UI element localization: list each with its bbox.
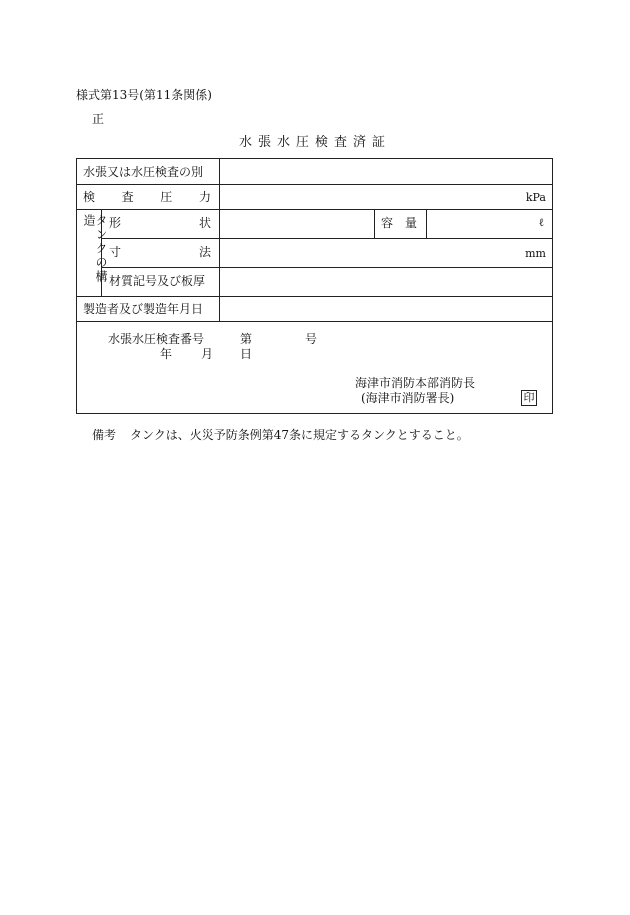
remarks [92, 429, 469, 441]
issuer-station-chief: (海津市消防署長) [361, 391, 455, 405]
pressure-unit: kPa [525, 191, 546, 204]
capacity-label: 容 量 [381, 216, 417, 230]
certificate-form [76, 158, 553, 414]
issuer-chief: 海津市消防本部消防長 [355, 376, 476, 390]
column-divider [219, 159, 220, 321]
pressure-label: 検 査 圧 力 [83, 190, 211, 204]
tank-structure-label: タンクの構造 [82, 214, 108, 284]
capacity-value[interactable] [428, 211, 551, 237]
row-divider [101, 267, 552, 268]
month-label: 月 [201, 347, 214, 361]
row-divider [77, 184, 552, 185]
test-type-value[interactable] [221, 161, 551, 183]
seal-mark: 印 [521, 390, 537, 406]
day-label: 日 [240, 347, 253, 361]
column-divider [426, 209, 427, 238]
row-divider [77, 321, 552, 322]
material-label: 材質記号及び板厚 [109, 274, 206, 288]
row-divider [77, 209, 552, 210]
pressure-value[interactable] [221, 186, 551, 208]
number-prefix: 第 [240, 332, 253, 346]
shape-value[interactable] [221, 211, 373, 237]
material-value[interactable] [221, 269, 551, 295]
document-title: 水張水圧検査済証 [238, 135, 391, 150]
dimension-label: 寸 法 [109, 245, 211, 259]
column-divider [374, 209, 375, 238]
shape-label: 形 状 [109, 216, 211, 230]
row-divider [101, 238, 552, 239]
year-label: 年 [160, 347, 173, 361]
maker-value[interactable] [221, 298, 551, 320]
maker-label: 製造者及び製造年月日 [83, 302, 204, 316]
remarks-text: タンクは、火災予防条例第47条に規定するタンクとすること。 [130, 428, 469, 442]
remarks-label: 備考 [92, 428, 117, 442]
capacity-unit: ℓ [538, 216, 544, 229]
number-suffix: 号 [305, 332, 318, 346]
copy-mark: 正 [92, 112, 105, 126]
form-number: 様式第13号(第11条関係) [76, 88, 212, 102]
inspection-number-label: 水張水圧検査番号 [108, 332, 205, 346]
test-type-label: 水張又は水圧検査の別 [83, 165, 204, 179]
dimension-unit: mm [525, 247, 546, 260]
dimension-value[interactable] [221, 240, 551, 266]
row-divider [77, 296, 552, 297]
